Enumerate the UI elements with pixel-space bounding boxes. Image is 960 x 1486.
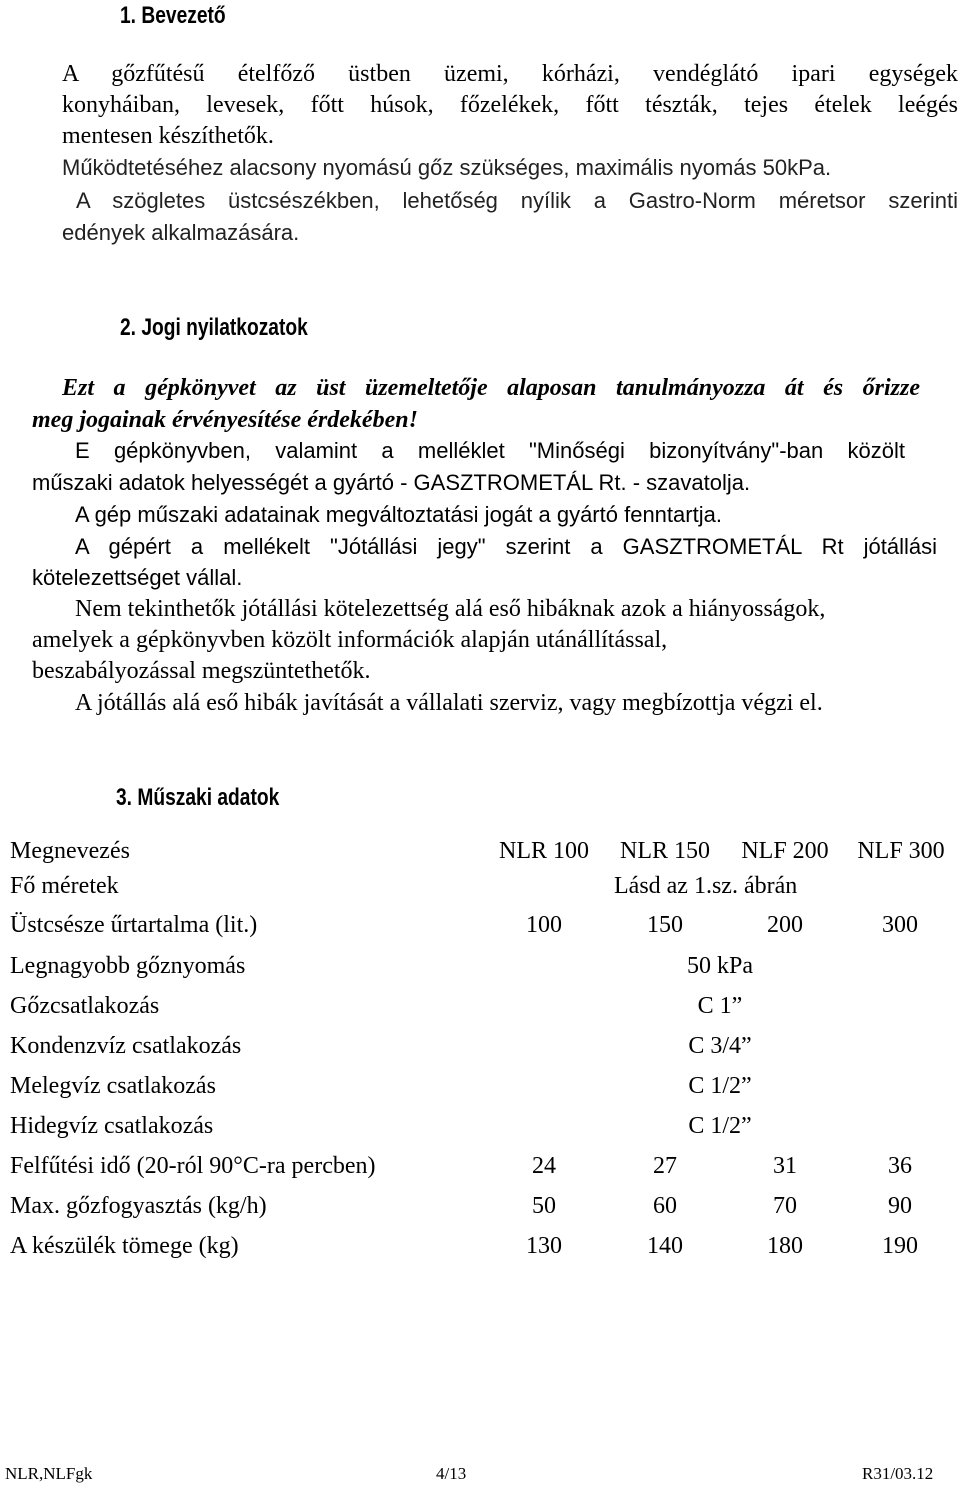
paragraph-line: E gépkönyvben, valamint a melléklet "Minőségi bizonyítvány"-ban közölt [75,438,905,463]
paragraph-line: edények alkalmazására. [62,220,300,245]
paragraph-line: A jótállás alá eső hibák javítását a vállalati szerviz, vagy megbízottja végzi el. [75,690,823,716]
row-value: 140 [647,1233,683,1259]
footer-revision: R31/03.12 [862,1464,934,1483]
row-label: A készülék tömege (kg) [10,1233,239,1259]
row-value: 190 [882,1233,918,1259]
row-label: Legnagyobb gőznyomás [10,953,246,979]
row-label: Melegvíz csatlakozás [10,1073,216,1099]
row-value: C 1/2” [688,1113,752,1139]
row-value: 31 [773,1153,797,1179]
row-value: 150 [647,912,683,938]
row-value: 300 [882,912,918,938]
paragraph-line: A gépért a mellékelt "Jótállási jegy" szerint a GASZTROMETÁL Rt jótállási [75,534,937,559]
paragraph-line: kötelezettséget vállal. [32,565,243,590]
row-label: Felfűtési idő (20-ról 90°C-ra percben) [10,1153,376,1179]
row-value: 130 [526,1233,562,1259]
row-value: 70 [773,1193,797,1219]
row-value: 100 [526,912,562,938]
footer-page-number: 4/13 [436,1464,467,1483]
row-value: 60 [653,1193,677,1219]
row-value: 200 [767,912,803,938]
paragraph-line: konyháiban, levesek, főtt húsok, főzelékek, főtt tészták, tejes ételek leégés [62,92,958,118]
section-3-heading: 3. Műszaki adatok [116,784,280,811]
row-value: C 1/2” [688,1073,752,1099]
row-value: 27 [653,1153,677,1179]
paragraph-line: Működtetéséhez alacsony nyomású gőz szükséges, maximális nyomás 50kPa. [62,155,832,180]
model-header: NLR 150 [620,838,710,864]
footer-document-code: NLR,NLFgk [5,1464,93,1483]
row-value: 180 [767,1233,803,1259]
row-value: 50 [532,1193,556,1219]
row-label: Hidegvíz csatlakozás [10,1113,214,1139]
row-value: Lásd az 1.sz. ábrán [614,873,798,899]
notice-line: meg jogainak érvényesítése érdekében! [32,407,418,433]
model-header: NLF 300 [857,838,945,864]
model-header: NLF 200 [741,838,829,864]
paragraph-line: A gőzfűtésű ételfőző üstben üzemi, kórházi, vendéglátó ipari egységek [62,61,958,87]
row-value: C 1” [697,993,743,1019]
section-1-heading: 1. Bevezető [120,2,226,29]
row-label: Gőzcsatlakozás [10,993,160,1019]
row-label: Fő méretek [10,873,119,899]
table-header-label: Megnevezés [10,838,130,864]
paragraph-line: műszaki adatok helyességét a gyártó - GASZTROMETÁL Rt. - szavatolja. [32,470,751,495]
row-value: 90 [888,1193,912,1219]
model-header: NLR 100 [499,838,589,864]
paragraph-line: Nem tekinthetők jótállási kötelezettség alá eső hibáknak azok a hiányosságok, [75,596,826,622]
paragraph-line: mentesen készíthetők. [62,123,274,149]
section-1-body [62,59,958,152]
row-value: 36 [888,1153,912,1179]
row-label: Üstcsésze űrtartalma (lit.) [10,912,258,938]
paragraph-line: A gép műszaki adatainak megváltoztatási jogát a gyártó fenntartja. [75,502,722,527]
paragraph-line: beszabályozással megszüntethetők. [32,658,371,684]
row-value: C 3/4” [688,1033,752,1059]
section-2-heading: 2. Jogi nyilatkozatok [120,314,308,341]
row-value: 24 [532,1153,556,1179]
paragraph-line: amelyek a gépkönyvben közölt információk alapján utánállítással, [32,627,668,653]
row-value: 50 kPa [687,953,753,979]
row-label: Max. gőzfogyasztás (kg/h) [10,1193,267,1219]
notice-line: Ezt a gépkönyvet az üst üzemeltetője alaposan tanulmányozza át és őrizze [62,375,920,401]
row-label: Kondenzvíz csatlakozás [10,1033,242,1059]
paragraph-line: A szögletes üstcsészékben, lehetőség nyílik a Gastro-Norm méretsor szerinti [76,188,958,213]
